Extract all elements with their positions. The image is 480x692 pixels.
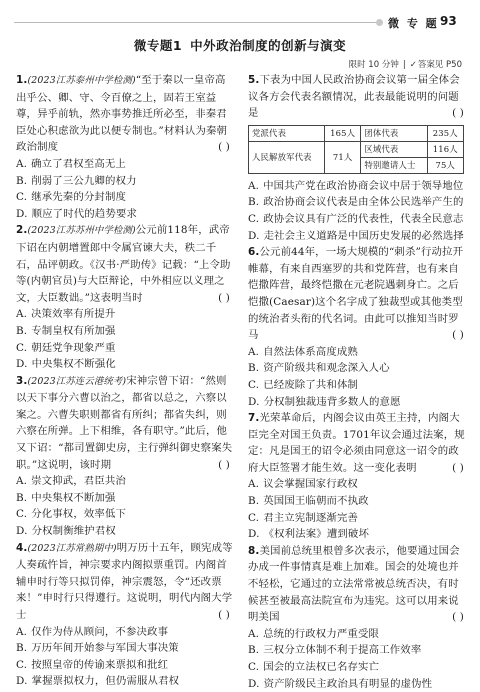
question-3 (16, 373, 234, 540)
option-b[interactable]: B. 英国国王临朝而不执政 (248, 495, 369, 508)
question-number: 4. (16, 541, 28, 554)
answer-bracket: ( ) (452, 329, 464, 342)
option-b[interactable]: B. 资产阶级共和观念深入人心 (248, 362, 390, 375)
table-row (249, 141, 464, 157)
option-d[interactable]: D. 资产阶级民主政治具有明显的虚伪性 (248, 677, 433, 690)
option-d[interactable]: D. 分权制衡维护君权 (16, 525, 116, 538)
answer-bracket: ( ) (218, 141, 230, 154)
question-source: (2023江苏泰州中学检测) (27, 75, 136, 86)
option-b[interactable]: B. 三权分立体制不利于提高工作效率 (248, 644, 422, 657)
table-cell: 165人 (324, 125, 360, 141)
option-d[interactable]: D. 分权制独裁违背多数人的意愿 (248, 395, 401, 408)
option-c[interactable]: C. 按照皇帝的传谕来票拟和批红 (16, 658, 169, 671)
question-source: (2023江苏常熟期中) (27, 542, 117, 554)
question-number: 6. (248, 246, 260, 259)
question-stem (16, 72, 234, 156)
question-number: 3. (16, 374, 28, 387)
answer-bracket: ( ) (218, 609, 230, 621)
question-text: 美国前总统里根曾多次表示，他要通过国会办成一件事情真是难上加难。国会的处境也并不轻松，它通过的立法常常被总统否决，有时候甚至被最高法院宣布为违宪。这可以用来说明美国 (248, 544, 460, 624)
question-source: (2023江苏苏州中学检测) (27, 225, 136, 237)
option-d[interactable]: D. 掌握票拟权力，但仍需服从君权 (16, 675, 180, 688)
question-stem (16, 222, 234, 306)
option-c[interactable]: C. 继承先秦的分封制度 (16, 191, 127, 204)
question-2 (16, 222, 234, 372)
option-b[interactable]: B. 中央集权不断加强 (16, 491, 116, 504)
title-number: 微专题1 (133, 38, 183, 53)
option-d[interactable]: D. 顺应了时代的趋势要求 (16, 207, 137, 220)
question-number: 1. (16, 74, 28, 86)
option-c[interactable]: C. 朝廷党争现象严重 (16, 341, 116, 354)
question-8 (248, 543, 468, 692)
option-d[interactable]: D. 走社会主义道路是中国历史发展的必然选择 (248, 229, 464, 242)
table-cell: 235人 (427, 125, 463, 141)
table-cell: 75人 (427, 157, 463, 173)
option-b[interactable]: B. 政治协商会议代表是由全体公民选举产生的 (248, 196, 464, 209)
option-d[interactable]: D. 《权利法案》遭到破坏 (248, 528, 369, 541)
question-number: 5. (248, 74, 260, 86)
table-cell: 71人 (324, 141, 360, 173)
option-c[interactable]: C. 君主立宪制逐渐完善 (248, 511, 359, 524)
option-a[interactable]: A. 仅作为侍从顾问，不参决政事 (16, 625, 169, 638)
table-cell: 区域代表 (361, 141, 427, 157)
question-stem (248, 410, 468, 476)
answer-ref: 答案见 P50 (417, 60, 462, 70)
option-b[interactable]: B. 削弱了三公九卿的权力 (16, 174, 137, 187)
page-title (0, 36, 480, 54)
left-column (16, 72, 234, 690)
question-stem (16, 373, 234, 474)
header-rule (14, 22, 376, 23)
title-text: 中外政治制度的创新与演变 (190, 38, 347, 53)
answer-bracket: ( ) (452, 611, 464, 624)
option-c[interactable]: C. 已经废除了共和体制 (248, 378, 359, 391)
question-5 (248, 72, 468, 244)
question-4 (16, 540, 234, 690)
check-icon: ✓ (409, 60, 417, 70)
page-header (0, 8, 480, 30)
question-number: 2. (16, 224, 28, 237)
delegates-table (248, 125, 464, 174)
question-1 (16, 72, 234, 222)
question-text: 光荣革命后，内阁会议由英王主持，内阁大臣完全对国王负责。1701年议会通过法案，规定：凡是国王的诏令必须由同意这一诏令的政府大臣签署才能生效。这一变化表明 (248, 412, 465, 474)
option-a[interactable]: A. 崇文抑武，君臣共治 (16, 475, 126, 488)
option-a[interactable]: A. 中国共产党在政治协商会议中居于领导地位 (248, 179, 464, 192)
option-c[interactable]: C. 分化事权，效率低下 (16, 508, 127, 521)
question-6 (248, 244, 468, 410)
question-text: “至于秦以一皇帝高出乎公、卿、守、令百僚之上，固若王室益尊，异乎前轨，然亦事势推迁所必至，非秦君臣处心积虑欲为此以便专制也。”材料认为秦朝政治制度 (16, 74, 228, 154)
question-stem (248, 244, 468, 344)
option-a[interactable]: A. 确立了君权至高无上 (16, 157, 126, 170)
table-cell: 人民解放军代表 (249, 141, 325, 173)
table-cell: 116人 (427, 141, 463, 157)
question-source: (2023江苏连云港统考) (27, 375, 127, 387)
question-text: 明万历十五年，顾宪成等人奏疏忤旨，神宗要求内阁拟票重罚。内阁首辅申时行等只拟罚俸，神宗震怒，令“还改票来！”申时行只得遵行。这说明，明代内阁大学士 (16, 541, 233, 621)
question-7 (248, 410, 468, 543)
question-number: 8. (248, 544, 260, 557)
option-a[interactable]: A. 总统的行政权力严重受限 (248, 627, 380, 640)
meta-info (349, 58, 462, 70)
answer-bracket: ( ) (218, 458, 230, 471)
question-number: 7. (248, 412, 260, 425)
meta-separator: | (402, 60, 406, 70)
answer-bracket: ( ) (452, 107, 464, 120)
option-b[interactable]: B. 专制皇权有所加强 (16, 324, 116, 337)
table-cell: 团体代表 (361, 125, 427, 141)
option-a[interactable]: A. 议会掌握国家行政权 (248, 478, 358, 491)
table-row (249, 125, 464, 141)
option-a[interactable]: A. 自然法体系高度成熟 (248, 345, 358, 358)
page-number: 93 (440, 14, 457, 28)
answer-bracket: ( ) (218, 291, 230, 304)
question-text: 公元前44年，一场大规模的“刺杀”行动拉开帷幕，有来自西塞罗的共和党阵营，也有来自恺撒阵营，最终恺撒在元老院遇刺身亡。之后恺撒(Caesar)这个名字成了独裁型或其他类型的统治者头衔的代名词。由此可以推知当时罗马 (248, 246, 464, 342)
question-stem (248, 72, 468, 122)
option-a[interactable]: A. 决策效率有所提升 (16, 308, 116, 321)
option-d[interactable]: D. 中央集权不断强化 (16, 358, 116, 371)
answer-bracket: ( ) (452, 461, 464, 474)
header-section-tag: 微 专 题 (388, 17, 439, 30)
question-stem (248, 543, 468, 626)
option-c[interactable]: C. 政协会议具有广泛的代表性，代表全民意志 (248, 212, 464, 225)
question-text: 公元前118年，武帝下诏在内朝增置郎中令属官谏大夫，秩二千石，品评朝政。《汉书·严助传》记载：“上令助等(内朝官员)与大臣辩论，中外相应以义理之文，大臣数诎。”这表明当时 (16, 224, 231, 304)
question-stem (16, 540, 234, 624)
time-limit: 限时 10 分钟 (348, 60, 399, 70)
question-text: 宋神宗曾下诏：“然则以天下事分六曹以治之，都省以总之，六察以案之。六曹失职则都省有所纠；都省失纠，则六察在所弹。上下相维，各有职守。”此后，他又下诏：“都司置御史房，主行弹纠御史察案失职。”这说明，该时期 (16, 374, 233, 471)
option-b[interactable]: B. 万历年间开始参与军国大事决策 (16, 642, 179, 655)
option-c[interactable]: C. 国会的立法权已名存实亡 (248, 661, 380, 673)
question-text: 下表为中国人民政治协商会议第一届全体会议各方会代表名额情况，此表最能说明的问题是 (248, 74, 460, 120)
table-cell: 党派代表 (249, 125, 325, 141)
header-dot-icon (376, 19, 383, 26)
right-column (248, 72, 468, 692)
table-cell: 特别邀请人士 (361, 157, 427, 173)
